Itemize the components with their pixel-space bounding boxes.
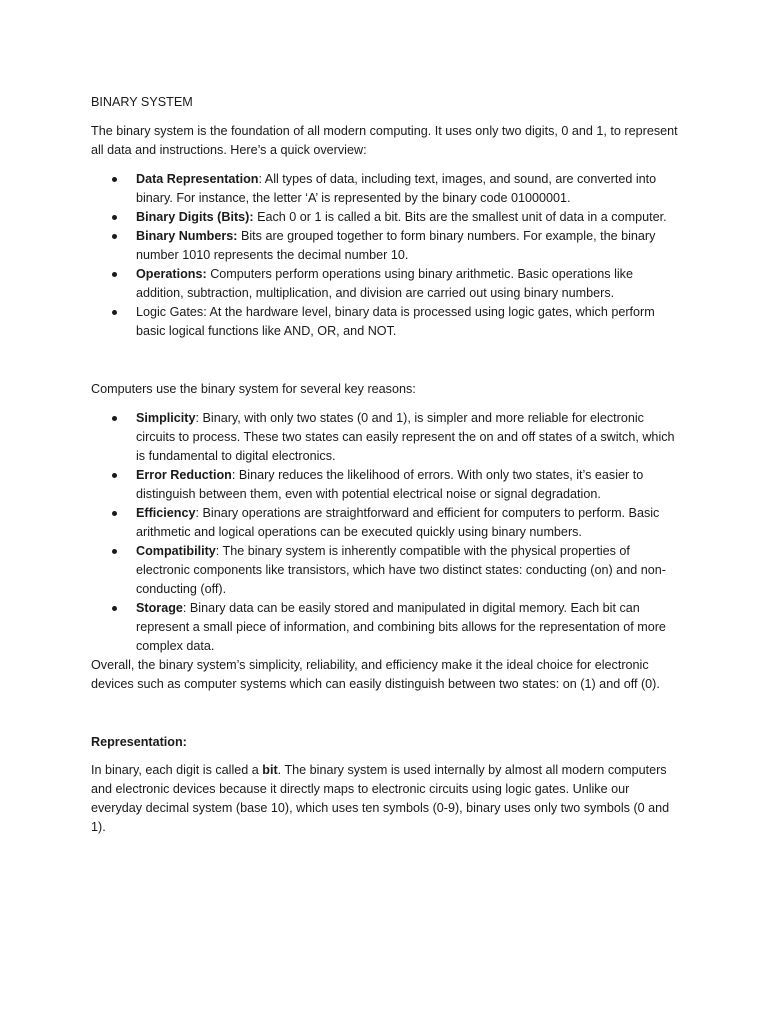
list-item-term: Storage: [136, 601, 183, 615]
list-item-term: Simplicity: [136, 411, 196, 425]
document-page: [91, 93, 681, 837]
list-item-text: Binary reduces the likelihood of errors. With only two states, it’s easier to distinguish between them, even with potential electrical noise or signal degradation.: [136, 468, 644, 501]
bullet-icon: [112, 234, 117, 239]
spacer: [91, 694, 681, 733]
list-item-term: Binary Digits (Bits):: [136, 210, 254, 224]
list-item-text: The binary system is inherently compatible with the physical properties of electronic components like transistors, which have two distinct states: conducting (on) and non-conducting (off).: [136, 544, 666, 596]
bullet-icon: [112, 215, 117, 220]
list-item-term: Data Representation: [136, 172, 259, 186]
bullet-icon: [112, 310, 117, 315]
list-item-text: Logic Gates: At the hardware level, binary data is processed using logic gates, which perform basic logical functions like AND, OR, and NOT.: [136, 305, 655, 338]
reasons-list: [91, 409, 681, 656]
list-item-text: Bits are grouped together to form binary numbers. For example, the binary number 1010 represents the decimal number 10.: [136, 229, 656, 262]
bit-term: bit: [262, 763, 278, 777]
list-item-text: Computers perform operations using binary arithmetic. Basic operations like addition, subtraction, multiplication, and division are carried out using binary numbers.: [136, 267, 633, 300]
list-item-text: Binary, with only two states (0 and 1), is simpler and more reliable for electronic circuits to process. These two states can easily represent the on and off states of a switch, which is fundamental to digital electronics.: [136, 411, 675, 463]
bullet-icon: [112, 511, 117, 516]
bullet-icon: [112, 606, 117, 611]
overview-list: [91, 170, 681, 341]
list-item: [91, 265, 681, 303]
list-item: [91, 227, 681, 265]
list-item-term: Compatibility: [136, 544, 216, 558]
list-item-text: Binary data can be easily stored and manipulated in digital memory. Each bit can represent a small piece of information, and combining bits allows for the representation of more complex data.: [136, 601, 666, 653]
list-item-term: Operations:: [136, 267, 207, 281]
list-item: Data Representation: All types of data, including text, images, and sound, are converted into binary. For instance, the letter ‘A’ is represented by the binary code 01000001.: [91, 170, 681, 208]
representation-heading: Representation:: [91, 735, 187, 749]
list-item: Efficiency: Binary operations are straightforward and efficient for computers to perform. Basic arithmetic and logical operations can be executed quickly using binary numbers.: [91, 504, 681, 542]
bullet-icon: [112, 177, 117, 182]
list-item: Compatibility: The binary system is inherently compatible with the physical properties of electronic components like transistors, which have two distinct states: conducting (on) and non-conducting (off).: [91, 542, 681, 599]
bullet-icon: [112, 416, 117, 421]
list-item: [91, 208, 681, 227]
bullet-icon: [112, 272, 117, 277]
list-item: Storage: Binary data can be easily stored and manipulated in digital memory. Each bit can represent a small piece of information, and combining bits allows for the representation of more complex data.: [91, 599, 681, 656]
list-item: Simplicity: Binary, with only two states (0 and 1), is simpler and more reliable for electronic circuits to process. These two states can easily represent the on and off states of a switch, which is fundamental to digital electronics.: [91, 409, 681, 466]
intro-paragraph: The binary system is the foundation of all modern computing. It uses only two digits, 0 and 1, to represent all data and instructions. Here’s a quick overview:: [91, 124, 678, 157]
reasons-intro: Computers use the binary system for several key reasons:: [91, 382, 416, 396]
list-item-term: Error Reduction: [136, 468, 232, 482]
list-item: Error Reduction: Binary reduces the likelihood of errors. With only two states, it’s easier to distinguish between them, even with potential electrical noise or signal degradation.: [91, 466, 681, 504]
bullet-icon: [112, 549, 117, 554]
list-item-text: Each 0 or 1 is called a bit. Bits are the smallest unit of data in a computer.: [257, 210, 667, 224]
list-item-text: All types of data, including text, images, and sound, are converted into binary. For instance, the letter ‘A’ is represented by the binary code 01000001.: [136, 172, 657, 205]
bullet-icon: [112, 473, 117, 478]
list-item: [91, 303, 681, 341]
list-item-text: Binary operations are straightforward and efficient for computers to perform. Basic arithmetic and logical operations can be executed quickly using binary numbers.: [136, 506, 660, 539]
spacer: [91, 341, 681, 380]
document-title: BINARY SYSTEM: [91, 95, 193, 109]
representation-paragraph: In binary, each digit is called a bit. The binary system is used internally by almost all modern computers and electronic devices because it directly maps to electronic circuits using logic gates. Unlike our everyday decimal system (base 10), which uses ten symbols (0-9), binary uses only two symbols (0 and 1).: [91, 763, 670, 834]
list-item-term: Binary Numbers:: [136, 229, 238, 243]
list-item-term: Efficiency: [136, 506, 196, 520]
overall-paragraph: Overall, the binary system’s simplicity, reliability, and efficiency make it the ideal choice for electronic devices such as computer systems which can easily distinguish between two states: on (1) and off (0).: [91, 658, 660, 691]
